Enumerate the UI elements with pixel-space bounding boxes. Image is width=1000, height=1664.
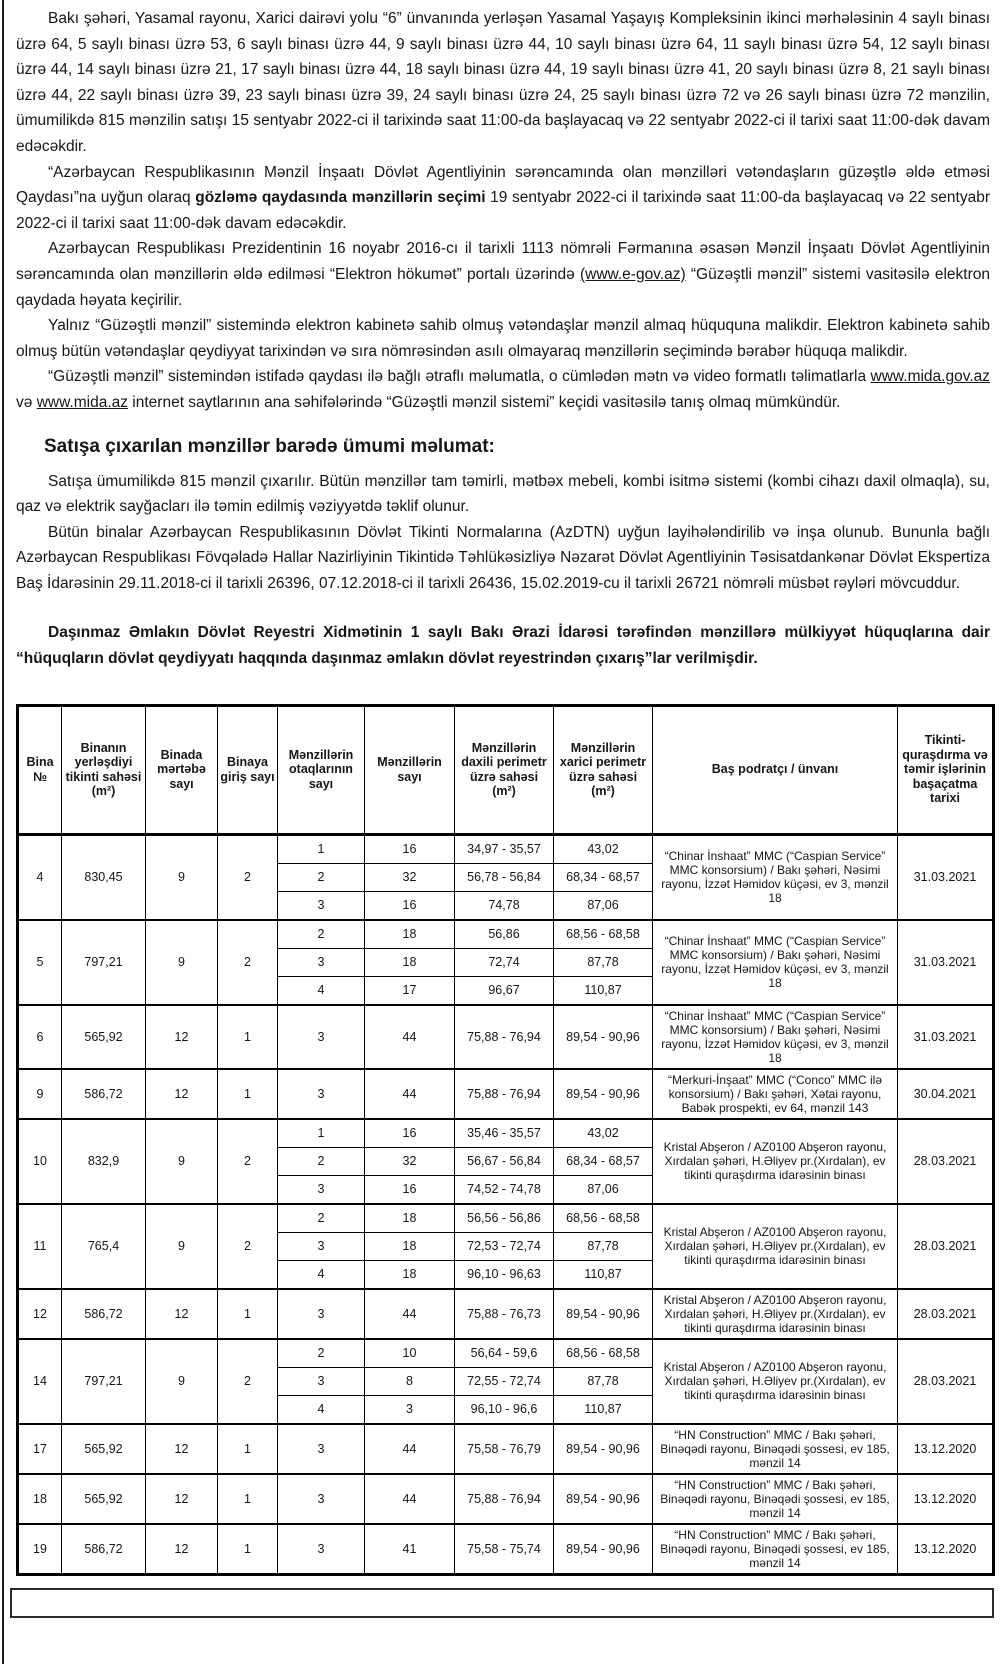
cell-outer-area: 89,54 - 90,96	[554, 1289, 653, 1339]
cell-room-count: 2	[278, 1147, 365, 1175]
cell-apartment-count: 44	[365, 1005, 455, 1069]
cell-entrance-count: 2	[218, 1339, 278, 1424]
cell-apartment-count: 18	[365, 1260, 455, 1289]
cell-entrance-count: 1	[218, 1005, 278, 1069]
cell-completion-date: 13.12.2020	[898, 1474, 994, 1524]
cell-inner-area: 75,58 - 75,74	[455, 1524, 554, 1575]
cell-entrance-count: 1	[218, 1289, 278, 1339]
paragraph-waitlist-selection	[16, 160, 990, 237]
cell-floor-count: 9	[146, 1339, 218, 1424]
cell-inner-area: 75,88 - 76,94	[455, 1005, 554, 1069]
cell-contractor-address: “HN Construction” MMC / Bakı şəhəri, Binəqədi rayonu, Binəqədi şossesi, ev 185, mənzil 14	[653, 1424, 898, 1474]
apartments-table	[16, 704, 995, 1576]
cell-contractor-address: Kristal Abşeron / AZ0100 Abşeron rayonu, Xırdalan şəhəri, H.Əliyev pr.(Xırdalan), ev tikinti quraşdırma idarəsinin binası	[653, 1119, 898, 1204]
cell-bina-no: 9	[18, 1069, 62, 1119]
cell-room-count: 1	[278, 834, 365, 863]
cell-entrance-count: 2	[218, 920, 278, 1005]
paragraph-eligibility	[16, 313, 990, 364]
cell-contractor-address: Kristal Abşeron / AZ0100 Abşeron rayonu, Xırdalan şəhəri, H.Əliyev pr.(Xırdalan), ev tikinti quraşdırma idarəsinin binası	[653, 1339, 898, 1424]
cell-inner-area: 56,78 - 56,84	[455, 863, 554, 891]
cell-apartment-count: 16	[365, 891, 455, 920]
cell-bina-no: 10	[18, 1119, 62, 1204]
cell-completion-date: 31.03.2021	[898, 1005, 994, 1069]
cell-building-area: 830,45	[62, 834, 146, 920]
cell-inner-area: 75,88 - 76,94	[455, 1069, 554, 1119]
cell-apartment-count: 44	[365, 1289, 455, 1339]
cell-inner-area: 72,53 - 72,74	[455, 1232, 554, 1260]
cell-outer-area: 87,78	[554, 1367, 653, 1395]
cell-room-count: 3	[278, 1069, 365, 1119]
cell-inner-area: 75,88 - 76,94	[455, 1474, 554, 1524]
cell-apartment-count: 3	[365, 1395, 455, 1424]
cell-floor-count: 12	[146, 1005, 218, 1069]
cell-apartment-count: 10	[365, 1339, 455, 1368]
paragraph-info-sources	[16, 364, 990, 415]
cell-inner-area: 35,46 - 35,57	[455, 1119, 554, 1148]
cell-floor-count: 12	[146, 1474, 218, 1524]
cell-entrance-count: 1	[218, 1069, 278, 1119]
cell-floor-count: 9	[146, 1204, 218, 1289]
table-header-row	[18, 705, 994, 834]
mida-gov-url-text: www.mida.gov.az	[870, 368, 990, 386]
cell-building-area: 586,72	[62, 1069, 146, 1119]
building-row	[18, 920, 994, 949]
cell-contractor-address: “Chinar İnshaat” MMC (“Caspian Service” MMC konsorsium) / Bakı şəhəri, Nəsimi rayonu, İzzət Həmidov küçəsi, ev 3, mənzil 18	[653, 1005, 898, 1069]
cell-contractor-address: Kristal Abşeron / AZ0100 Abşeron rayonu, Xırdalan şəhəri, H.Əliyev pr.(Xırdalan), ev tikinti quraşdırma idarəsinin binası	[653, 1289, 898, 1339]
cell-outer-area: 89,54 - 90,96	[554, 1005, 653, 1069]
cell-entrance-count: 1	[218, 1424, 278, 1474]
cell-completion-date: 31.03.2021	[898, 834, 994, 920]
mida-url-text: www.mida.az	[36, 393, 128, 411]
cell-room-count: 3	[278, 948, 365, 976]
page-left-border	[2, 0, 4, 1664]
cell-inner-area: 56,86	[455, 920, 554, 949]
cell-outer-area: 68,56 - 68,58	[554, 1204, 653, 1233]
cell-inner-area: 72,55 - 72,74	[455, 1367, 554, 1395]
cell-outer-area: 87,06	[554, 891, 653, 920]
cell-outer-area: 87,78	[554, 1232, 653, 1260]
cell-apartment-count: 44	[365, 1069, 455, 1119]
building-row	[18, 1005, 994, 1069]
paragraph-property-registry-text: Daşınmaz Əmlakın Dövlət Reyestri Xidmətinin 1 saylı Bakı Ərazi İdarəsi tərəfindən mənzillərə mülkiyyət hüquqlarına dair “hüquqların dövlət qeydiyyatı haqqında daşınmaz əmlakın dövlət reyestrindən çıxarış”lar verilmişdir.	[16, 624, 990, 668]
cell-outer-area: 89,54 - 90,96	[554, 1424, 653, 1474]
cell-room-count: 4	[278, 1260, 365, 1289]
building-row	[18, 1524, 994, 1575]
cell-apartment-count: 41	[365, 1524, 455, 1575]
cell-apartment-count: 32	[365, 1147, 455, 1175]
egov-url-text: (www.e-gov.az)	[579, 265, 686, 283]
cell-room-count: 3	[278, 1474, 365, 1524]
cell-inner-area: 75,58 - 76,79	[455, 1424, 554, 1474]
decree-post-text: “Güzəştli mənzil” sistemi vasitəsilə elektron qaydada həyata keçirilir.	[16, 265, 990, 309]
cell-completion-date: 13.12.2020	[898, 1424, 994, 1474]
paragraph-property-registry	[16, 620, 990, 671]
cell-outer-area: 110,87	[554, 1395, 653, 1424]
waitlist-pre-text: “Azərbaycan Respublikasının Mənzil İnşaatı Dövlət Agentliyinin sərəncamında olan mənzilləri vətəndaşların güzəştlə əldə etməsi Qaydası”na uyğun olaraq	[16, 163, 990, 207]
column-header-2: Binada mərtəbə sayı	[146, 705, 218, 834]
column-header-8: Baş podratçı / ünvanı	[653, 705, 898, 834]
cell-floor-count: 9	[146, 834, 218, 920]
cell-floor-count: 12	[146, 1289, 218, 1339]
column-header-7: Mənzillərin xarici perimetr üzrə sahəsi (m²)	[554, 705, 653, 834]
cell-apartment-count: 44	[365, 1424, 455, 1474]
cell-floor-count: 12	[146, 1069, 218, 1119]
cell-building-area: 565,92	[62, 1424, 146, 1474]
cell-apartment-count: 8	[365, 1367, 455, 1395]
cell-inner-area: 96,10 - 96,63	[455, 1260, 554, 1289]
cell-room-count: 2	[278, 863, 365, 891]
cell-bina-no: 11	[18, 1204, 62, 1289]
cell-room-count: 3	[278, 1232, 365, 1260]
cell-apartment-count: 16	[365, 1175, 455, 1204]
cell-contractor-address: “Merkuri-İnşaat” MMC (“Conco” MMC ilə konsorsium) / Bakı şəhəri, Xətai rayonu, Babək prospekti, ev 64, mənzil 143	[653, 1069, 898, 1119]
cell-inner-area: 96,67	[455, 976, 554, 1005]
cell-building-area: 797,21	[62, 1339, 146, 1424]
cell-room-count: 4	[278, 976, 365, 1005]
cell-inner-area: 75,88 - 76,73	[455, 1289, 554, 1339]
cell-completion-date: 28.03.2021	[898, 1289, 994, 1339]
cell-outer-area: 89,54 - 90,96	[554, 1474, 653, 1524]
paragraph-sale-schedule-text: Bakı şəhəri, Yasamal rayonu, Xarici dairəvi yolu “6” ünvanında yerləşən Yasamal Yaşayış Kompleksinin ikinci mərhələsinin 4 saylı binası üzrə 64, 5 saylı binası üzrə 53, 6 saylı binası üzrə 44, 9 saylı binası üzrə 44, 10 saylı binası üzrə 64, 11 saylı binası üzrə 54, 12 saylı binası üzrə 44, 14 saylı binası üzrə 21, 17 saylı binası üzrə 44, 18 saylı binası üzrə 44, 19 saylı binası üzrə 41, 20 saylı binası üzrə 8, 21 saylı binası üzrə 44, 22 saylı binası üzrə 39, 23 saylı binası üzrə 39, 24 saylı binası üzrə 24, 25 saylı binası üzrə 72 və 26 saylı binası üzrə 72 mənzilin, ümumilikdə 815 mənzilin satışı 15 sentyabr 2022-ci il tarixində saat 11:00-da başlayacaq və 22 sentyabr 2022-ci il tarixi saat 11:00-dək davam edəcəkdir.	[16, 10, 990, 155]
cell-building-area: 586,72	[62, 1289, 146, 1339]
building-row	[18, 1424, 994, 1474]
cell-building-area: 765,4	[62, 1204, 146, 1289]
cell-inner-area: 56,67 - 56,84	[455, 1147, 554, 1175]
paragraph-building-standards	[16, 520, 990, 597]
cell-building-area: 797,21	[62, 920, 146, 1005]
waitlist-post-text: 19 sentyabr 2022-ci il tarixində saat 11:00-da başlayacaq və 22 sentyabr 2022-ci il tarixi saat 11:00-dək davam edəcəkdir.	[16, 189, 990, 232]
cell-contractor-address: “HN Construction” MMC / Bakı şəhəri, Binəqədi rayonu, Binəqədi şossesi, ev 185, mənzil 14	[653, 1524, 898, 1575]
cell-completion-date: 31.03.2021	[898, 920, 994, 1005]
paragraph-building-standards-text: Bütün binalar Azərbaycan Respublikasının Dövlət Tikinti Normalarına (AzDTN) uyğun layihələndirilib və inşa olunub. Bununla bağlı Azərbaycan Respublikası Fövqəladə Hallar Nazirliyinin Tikintidə Təhlükəsizliyə Nəzarət Dövlət Agentliyinin Təsisatdankənar Dövlət Ekspertiza Baş İdarəsinin 29.11.2018-ci il tarixli 26396, 07.12.2018-ci il tarixli 26436, 15.02.2019-cu il tarixli 26721 nömrəli müsbət rəyləri mövcuddur.	[16, 523, 990, 592]
building-row	[18, 1069, 994, 1119]
cell-outer-area: 68,34 - 68,57	[554, 1147, 653, 1175]
cell-entrance-count: 1	[218, 1474, 278, 1524]
cell-outer-area: 87,78	[554, 948, 653, 976]
cell-completion-date: 28.03.2021	[898, 1204, 994, 1289]
cell-completion-date: 13.12.2020	[898, 1524, 994, 1575]
cell-entrance-count: 2	[218, 1119, 278, 1204]
cell-inner-area: 56,64 - 59,6	[455, 1339, 554, 1368]
cell-floor-count: 12	[146, 1524, 218, 1575]
cell-contractor-address: “HN Construction” MMC / Bakı şəhəri, Binəqədi rayonu, Binəqədi şossesi, ev 185, mənzil 14	[653, 1474, 898, 1524]
cell-apartment-count: 18	[365, 1232, 455, 1260]
cell-bina-no: 5	[18, 920, 62, 1005]
cell-room-count: 3	[278, 891, 365, 920]
cell-completion-date: 28.03.2021	[898, 1119, 994, 1204]
cell-building-area: 586,72	[62, 1524, 146, 1575]
cell-apartment-count: 17	[365, 976, 455, 1005]
cell-room-count: 4	[278, 1395, 365, 1424]
cell-building-area: 565,92	[62, 1005, 146, 1069]
cell-outer-area: 68,56 - 68,58	[554, 1339, 653, 1368]
info-post-text: internet saytlarının ana səhifələrində “Güzəştli mənzil sistemi” keçidi vasitəsilə tanış olmaq mümkündür.	[128, 393, 841, 411]
cell-apartment-count: 16	[365, 1119, 455, 1148]
paragraph-general-info	[16, 469, 990, 520]
cell-floor-count: 9	[146, 1119, 218, 1204]
building-row	[18, 1204, 994, 1233]
cell-inner-area: 56,56 - 56,86	[455, 1204, 554, 1233]
waitlist-bold-text: gözləmə qaydasında mənzillərin seçimi	[195, 189, 486, 207]
column-header-5: Mənzillərin sayı	[365, 705, 455, 834]
cell-inner-area: 74,78	[455, 891, 554, 920]
column-header-3: Binaya giriş sayı	[218, 705, 278, 834]
cell-outer-area: 89,54 - 90,96	[554, 1069, 653, 1119]
cell-bina-no: 12	[18, 1289, 62, 1339]
cell-bina-no: 19	[18, 1524, 62, 1575]
column-header-0: Bina №	[18, 705, 62, 834]
cell-entrance-count: 1	[218, 1524, 278, 1575]
column-header-6: Mənzillərin daxili perimetr üzrə sahəsi (m²)	[455, 705, 554, 834]
table-body	[18, 834, 994, 1574]
cell-room-count: 2	[278, 1339, 365, 1368]
cell-room-count: 1	[278, 1119, 365, 1148]
paragraph-decree	[16, 236, 990, 313]
cell-inner-area: 72,74	[455, 948, 554, 976]
cell-outer-area: 43,02	[554, 1119, 653, 1148]
column-header-4: Mənzillərin otaqlarının sayı	[278, 705, 365, 834]
cell-floor-count: 12	[146, 1424, 218, 1474]
cell-bina-no: 6	[18, 1005, 62, 1069]
cell-completion-date: 28.03.2021	[898, 1339, 994, 1424]
cell-apartment-count: 44	[365, 1474, 455, 1524]
cell-inner-area: 96,10 - 96,6	[455, 1395, 554, 1424]
cell-outer-area: 110,87	[554, 976, 653, 1005]
column-header-1: Binanın yerləşdiyi tikinti sahəsi (m²)	[62, 705, 146, 834]
cell-outer-area: 68,56 - 68,58	[554, 920, 653, 949]
building-row	[18, 1119, 994, 1148]
cell-completion-date: 30.04.2021	[898, 1069, 994, 1119]
paragraph-sale-schedule	[16, 6, 990, 160]
next-section-box-partial	[10, 1588, 994, 1618]
cell-apartment-count: 18	[365, 948, 455, 976]
decree-pre-text: Azərbaycan Respublikası Prezidentinin 16 noyabr 2016-cı il tarixli 1113 nömrəli Fərmanına əsasən Mənzil İnşaatı Dövlət Agentliyinin sərəncamında olan mənzillərin əldə edilməsi “Elektron hökumət” portalı üzərində	[16, 240, 990, 283]
building-row	[18, 834, 994, 863]
cell-room-count: 3	[278, 1005, 365, 1069]
cell-room-count: 3	[278, 1289, 365, 1339]
cell-apartment-count: 18	[365, 1204, 455, 1233]
table-header	[18, 705, 994, 834]
column-header-9: Tikinti-quraşdırma və təmir işlərinin başaçatma tarixi	[898, 705, 994, 834]
cell-outer-area: 68,34 - 68,57	[554, 863, 653, 891]
cell-outer-area: 89,54 - 90,96	[554, 1524, 653, 1575]
building-row	[18, 1289, 994, 1339]
cell-bina-no: 17	[18, 1424, 62, 1474]
cell-contractor-address: “Chinar İnshaat” MMC (“Caspian Service” MMC konsorsium) / Bakı şəhəri, Nəsimi rayonu, İzzət Həmidov küçəsi, ev 3, mənzil 18	[653, 920, 898, 1005]
cell-outer-area: 87,06	[554, 1175, 653, 1204]
paragraph-eligibility-text: Yalnız “Güzəştli mənzil” sistemində elektron kabinetə sahib olmuş vətəndaşlar mənzil almaq hüququna malikdir. Elektron kabinetə sahib olmuş bütün vətəndaşlar qeydiyyat tarixindən və sıra nömrəsindən asılı olmayaraq mənzillərin seçimində bərabər hüquqa malikdir.	[16, 317, 990, 360]
cell-apartment-count: 16	[365, 834, 455, 863]
cell-inner-area: 34,97 - 35,57	[455, 834, 554, 863]
info-mid-text: və	[16, 393, 37, 411]
cell-room-count: 2	[278, 1204, 365, 1233]
cell-bina-no: 4	[18, 834, 62, 920]
cell-contractor-address: “Chinar İnshaat” MMC (“Caspian Service” MMC konsorsium) / Bakı şəhəri, Nəsimi rayonu, İzzət Həmidov küçəsi, ev 3, mənzil 18	[653, 834, 898, 920]
cell-entrance-count: 2	[218, 834, 278, 920]
cell-inner-area: 74,52 - 74,78	[455, 1175, 554, 1204]
cell-outer-area: 110,87	[554, 1260, 653, 1289]
cell-bina-no: 18	[18, 1474, 62, 1524]
cell-entrance-count: 2	[218, 1204, 278, 1289]
cell-apartment-count: 32	[365, 863, 455, 891]
paragraph-general-info-text: Satışa ümumilikdə 815 mənzil çıxarılır. Bütün mənzillər tam təmirli, mətbəx mebeli, kombi isitmə sistemi (kombi cihazı daxil olmaqla), su, qaz və elektrik sayğacları ilə təmin edilmiş vəziyyətdə təklif olunur.	[16, 472, 990, 516]
cell-contractor-address: Kristal Abşeron / AZ0100 Abşeron rayonu, Xırdalan şəhəri, H.Əliyev pr.(Xırdalan), ev tikinti quraşdırma idarəsinin binası	[653, 1204, 898, 1289]
building-row	[18, 1339, 994, 1368]
cell-room-count: 3	[278, 1524, 365, 1575]
cell-apartment-count: 18	[365, 920, 455, 949]
section-heading: Satışa çıxarılan mənzillər barədə ümumi məlumat:	[44, 435, 495, 457]
cell-building-area: 565,92	[62, 1474, 146, 1524]
cell-room-count: 3	[278, 1175, 365, 1204]
info-pre-text: “Güzəştli mənzil” sistemindən istifadə qaydası ilə bağlı ətraflı məlumatla, o cümlədən mətn və video formatlı təlimatlarla	[48, 368, 871, 386]
cell-room-count: 3	[278, 1424, 365, 1474]
cell-outer-area: 43,02	[554, 834, 653, 863]
cell-room-count: 3	[278, 1367, 365, 1395]
cell-building-area: 832,9	[62, 1119, 146, 1204]
cell-room-count: 2	[278, 920, 365, 949]
cell-bina-no: 14	[18, 1339, 62, 1424]
cell-floor-count: 9	[146, 920, 218, 1005]
building-row	[18, 1474, 994, 1524]
